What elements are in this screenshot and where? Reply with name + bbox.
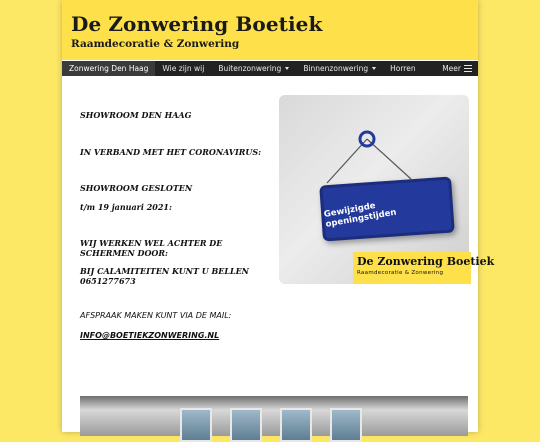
- hamburger-icon: [464, 65, 472, 72]
- photo-window: [180, 408, 212, 442]
- promo-logo-title: De Zonwering Boetiek: [357, 255, 495, 268]
- main-nav: [62, 61, 478, 76]
- nav-item-zonwering-den-haag[interactable]: [62, 61, 155, 76]
- nav-item-buitenzonwering[interactable]: [211, 61, 296, 76]
- promo-logo: [353, 252, 495, 284]
- nav-item-label: Zonwering Den Haag: [69, 64, 149, 73]
- calamity-line: BIJ CALAMITEITEN KUNT U BELLEN 0651277673: [80, 266, 249, 286]
- nav-item-label: Buitenzonwering: [218, 64, 282, 73]
- nav-item-wie-zijn-wij[interactable]: [155, 61, 211, 76]
- caret-down-icon: [285, 67, 289, 70]
- nav-item-label: Binnenzonwering: [303, 64, 369, 73]
- photo-window: [330, 408, 362, 442]
- photo-window: [280, 408, 312, 442]
- opening-hours-sign: [319, 176, 455, 241]
- working-line: WIJ WERKEN WEL ACHTER DE SCHERMEN DOOR:: [80, 238, 223, 258]
- nav-item-label: Wie zijn wij: [162, 64, 205, 73]
- caret-down-icon: [372, 67, 376, 70]
- mail-line: AFSPRAAK MAKEN KUNT VIA DE MAIL:: [80, 311, 232, 320]
- photo-window: [230, 408, 262, 442]
- closed-line: SHOWROOM GESLOTEN: [80, 183, 193, 193]
- corona-line: IN VERBAND MET HET CORONAVIRUS:: [80, 147, 262, 157]
- nav-item-binnenzonwering[interactable]: [296, 61, 383, 76]
- site-title[interactable]: De Zonwering Boetiek: [71, 12, 323, 36]
- page-container: [62, 0, 495, 432]
- promo-logo-tagline: Raamdecoratie & Zonwering: [357, 270, 444, 276]
- email-link[interactable]: INFO@BOETIEKZONWERING.NL: [80, 331, 220, 340]
- nav-more-label: Meer: [442, 64, 461, 73]
- sign-text: Gewijzigde openingstijden: [323, 201, 398, 230]
- date-line: t/m 19 januari 2021:: [80, 202, 172, 212]
- nav-more-button[interactable]: [442, 61, 472, 76]
- nav-item-horren[interactable]: [383, 61, 422, 76]
- opening-hours-image: [279, 95, 495, 284]
- heading-showroom: SHOWROOM DEN HAAG: [80, 110, 192, 120]
- showroom-photo: [80, 396, 468, 436]
- nav-item-label: Horren: [390, 64, 416, 73]
- site-header: [62, 0, 478, 60]
- site-tagline: Raamdecoratie & Zonwering: [71, 38, 240, 50]
